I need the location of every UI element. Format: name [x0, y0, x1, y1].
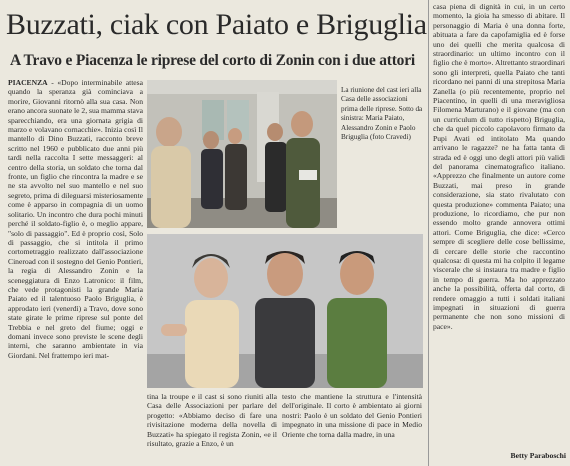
article-column-4: casa piena di dignità in cui, in un certo momento, la gioia ha smesso di abitare. Il personaggio di Maria è una donna forte, abituata a fare da capofamiglia ed è forse uno dei quelli che merita qualcosa di straordinario: un ultimo incontro con il figlio che è morto». Altrettanto straordinari sono gli interpreti, quella Paiato che tanti ricordano nei panni di una strepitosa Maria Zanella (o più recentemente, proprio nel Piacentino, in quelli di una meravigliosa Filomena Marturano) e il giovane (ma con un curriculum di tutto rispetto) Briguglia, che da quel piccolo capolavoro firmato da Pupi Avati ed intitolato Ma quando arrivano le ragazze? ne ha fatta tanta di strada ed è oggi uno degli attori più validi del panorama cinematografico italiano. «Apprezzo che finalmente un autore come Buzzati, mai preso in grande considerazione, sia stato rivalutato con questa produzione» commenta Paiato; una produzione, lo ricordiamo, che pur non essendo molto grande annovera ottimi attori. Come Briguglia, che dice: «Cerco sempre di scegliere delle cose bellissime, di cercare delle storie che raccontino qualcosa: di questa mi ha colpito il legame viscerale che si instaura tra madre e figlio in tempo di guerra. Ma ho apprezzato anche la possibilità, offerta dal corto, di rendere omaggio a tutti i soldati italiani impegnati in situazioni di guerra permanente che non sono missioni di pace». [433, 2, 565, 331]
actors-portrait-photo [147, 234, 423, 388]
article-subheadline: A Travo e Piacenza le riprese del corto di Zonin con i due attori [10, 52, 416, 69]
article-column-2-bottom: tina la troupe e il cast si sono riuniti alla Casa delle Associazioni per parlare del progetto: «Abbiamo deciso di fare una rivisitazione moderna della novella di Buzzati» ha spiegato il regista Zonin, «e il risultato, grazie a Enzo, è un [147, 392, 277, 449]
article-byline: Betty Paraboschi [510, 451, 566, 460]
cast-meeting-photo-image [147, 80, 337, 228]
cast-meeting-photo [147, 80, 337, 228]
actors-portrait-image [147, 234, 423, 388]
cast-meeting-caption: La riunione del cast ieri alla Casa delle associazioni prima delle riprese. Sotto da sinistra: Maria Paiato, Alessandro Zonin e Paolo Briguglia (foto Cravedi) [341, 86, 423, 142]
article-dateline: PIACENZA [8, 78, 48, 87]
column-divider [428, 0, 429, 466]
article-column-3-bottom: testo che mantiene la struttura e l'intensità dell'originale. Il corto è ambientato ai giorni nostri: Paolo è un soldato del Genio Pontieri impegnato in una missione di pace in Medio Oriente che torna dalla madre, in una [282, 392, 422, 439]
article-column-1-text: - «Dopo interminabile attesa quando la speranza già cominciava a morire, Giovanni ritornò alla sua casa. Non erano ancora suonate le 2, sua mamma stava sparecchiando, era una giornata grigia di marzo e volavano cornacchie». Inizia così Il mantello di Dino Buzzati, racconto breve scritto nel 1960 e pubblicato due anni più tardi nella raccolta I sette messaggeri: al centro della storia, un soldato che torna dal fronte, un figlio che rincontra la madre e se ne sta avvolto nel suo mantello e nel suo segreto, prima di dileguarsi misteriosamente come è apparso in compagnia di un uomo solitario. Un incontro che dura pochi minuti perché il soldato-figlio è, o meglio appare, "solo di passaggio". Ed è proprio così, Solo di passaggio, che si intitola il primo cortometraggio realizzato dall'associazione Cineroad con il sostegno del Genio Pontieri, la regia di Alessandro Zonin e la sceneggiatura di Enzo Latronico: il film, che vede protagonisti la grande Maria Paiato ed il talentuoso Paolo Briguglia, è approdato ieri (venerdì) a Travo, dove sono state girate le prime riprese sul ponte del Trebbia e nel greto del fiume; oggi e domani invece sono previste le scene degli interni, che saranno ambientate in via Giordani. Nel frattempo ieri mat- [8, 78, 143, 360]
article-headline: Buzzati, ciak con Paiato e Briguglia [6, 8, 427, 41]
article-column-1 [8, 78, 143, 460]
